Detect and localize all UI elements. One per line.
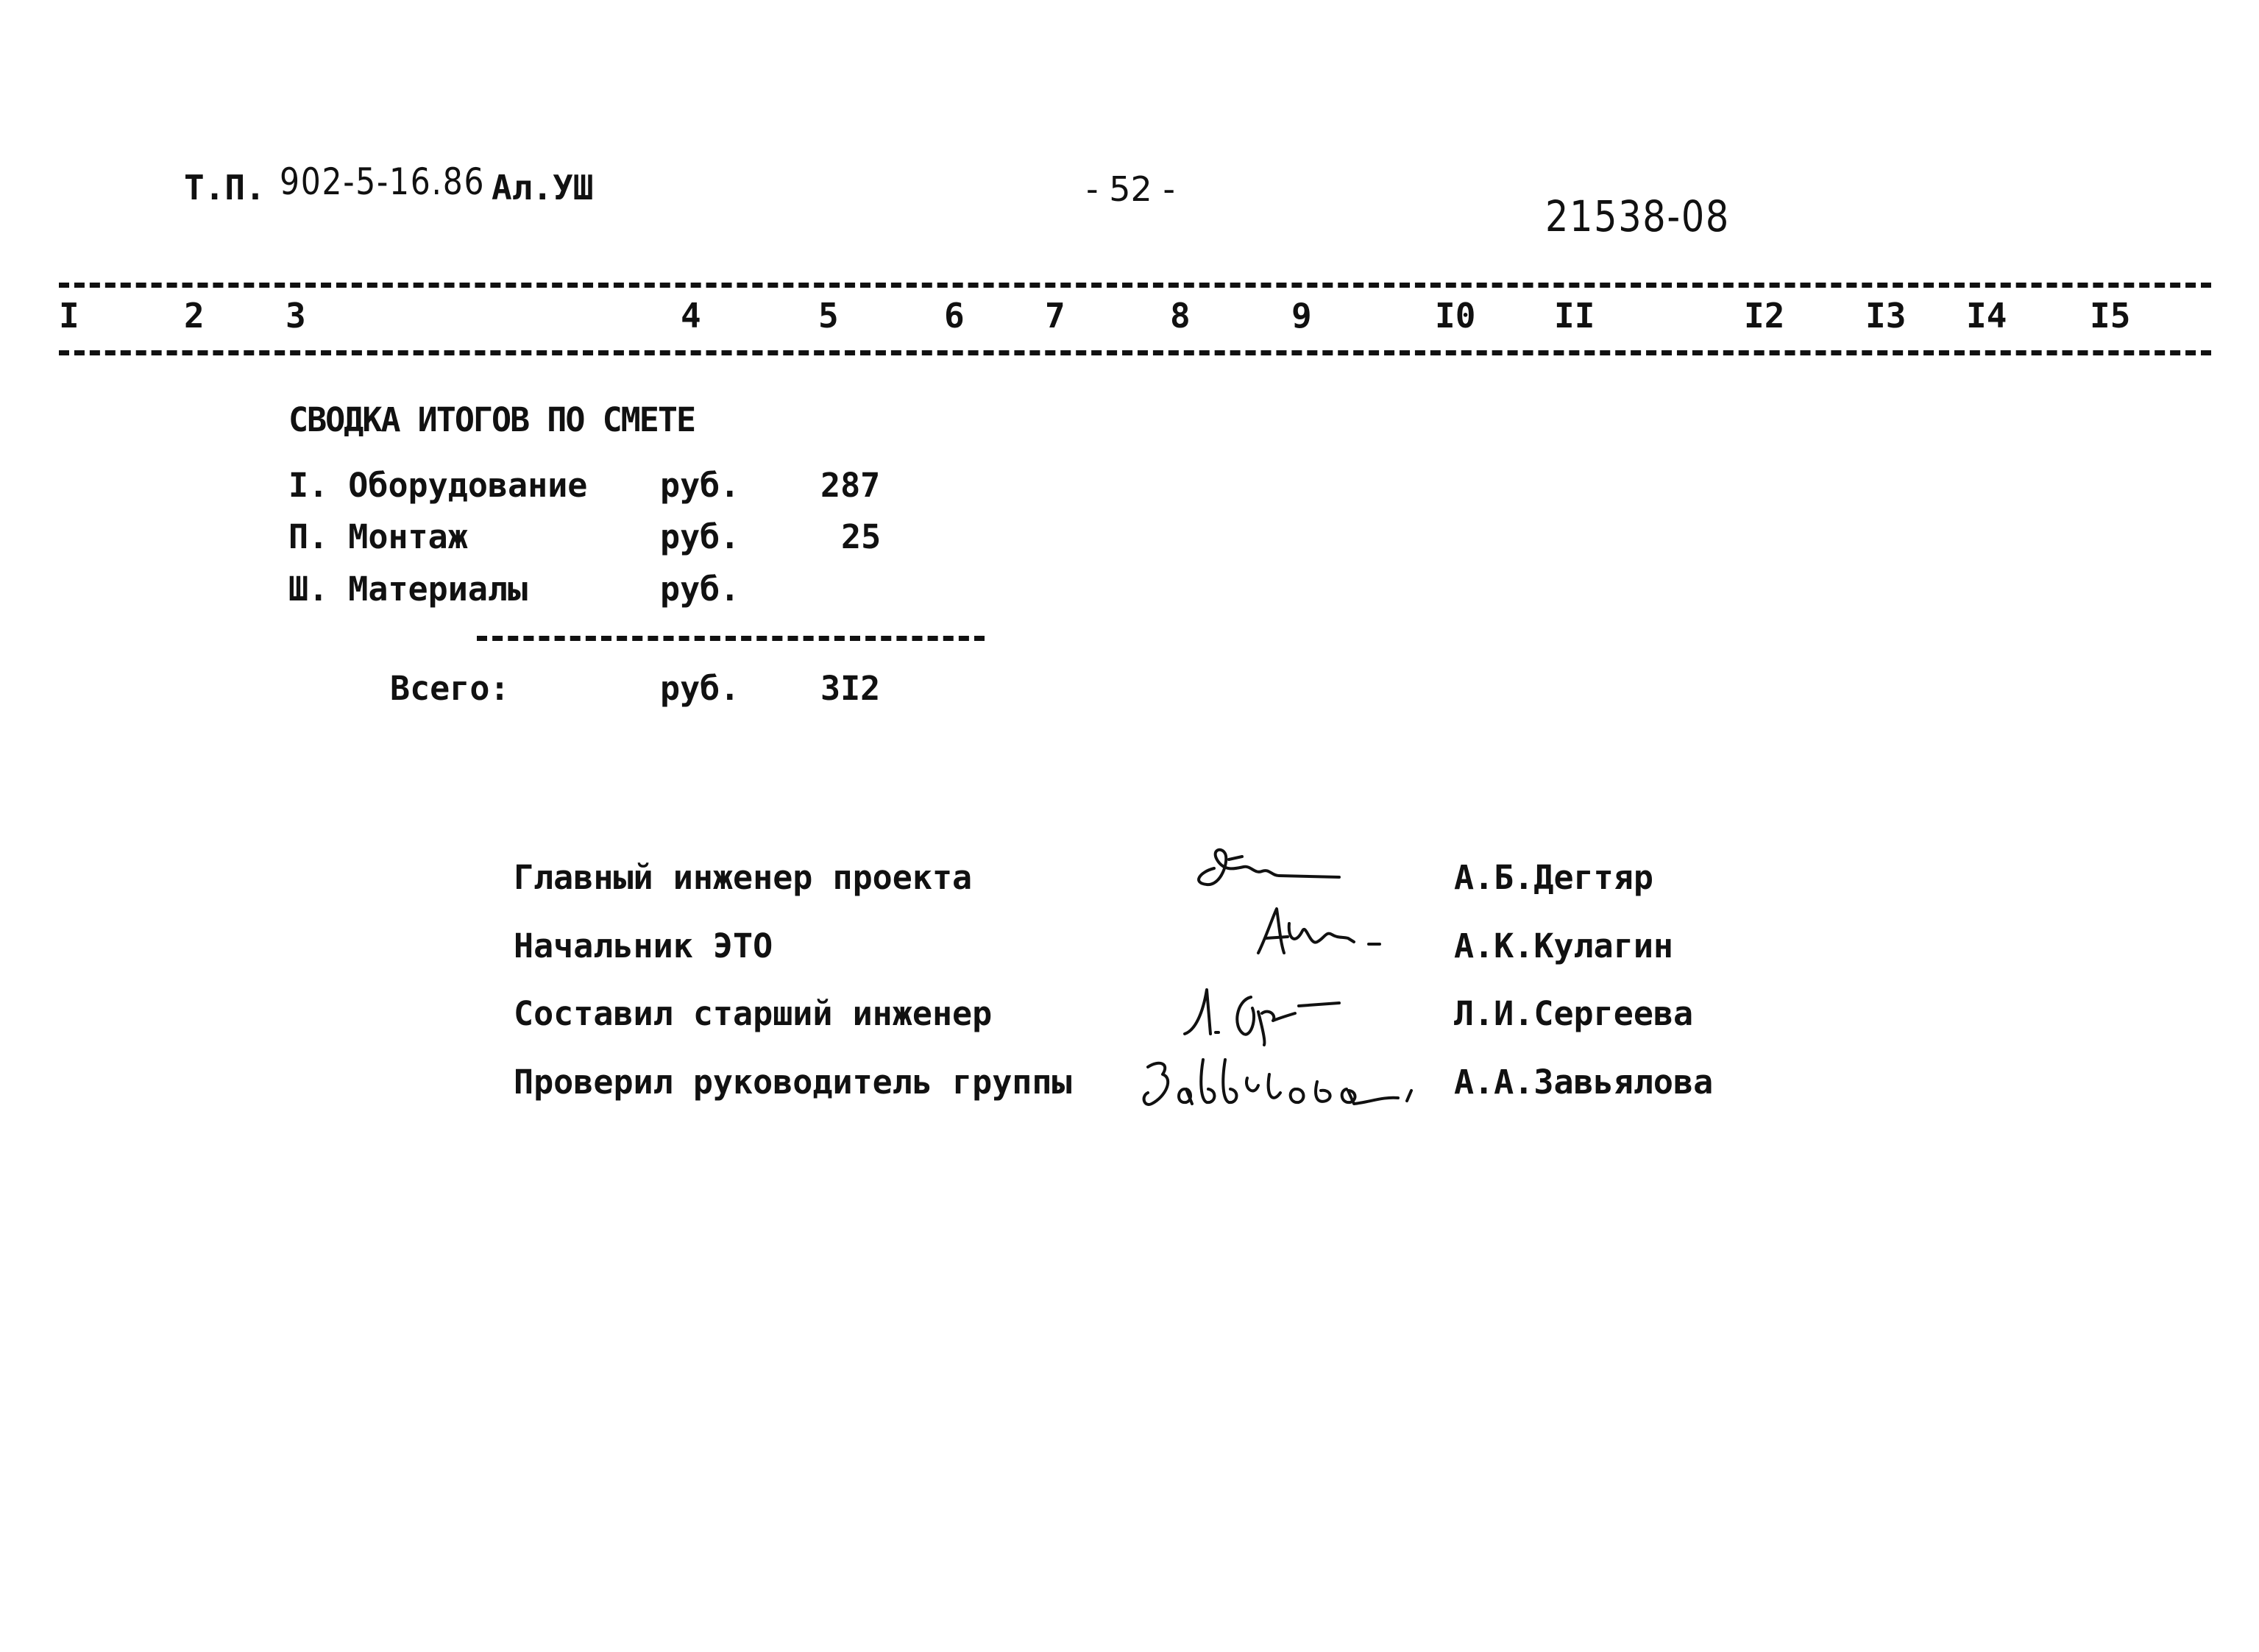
- column-number: 4: [681, 296, 701, 336]
- signatory-name: А.К.Кулагин: [1454, 926, 1674, 965]
- column-number: 3: [286, 296, 306, 336]
- column-number: 7: [1045, 296, 1065, 336]
- total-value: 3I2: [820, 669, 881, 708]
- column-number: 8: [1170, 296, 1191, 336]
- handwritten-signature: [1185, 839, 1354, 898]
- handwritten-signature: [1170, 968, 1354, 1049]
- signature-role: Проверил руководитель группы: [514, 1063, 1072, 1102]
- column-number: I2: [1744, 296, 1785, 336]
- signatory-name: Л.И.Сергеева: [1454, 994, 1694, 1033]
- signature-role: Составил старший инженер: [514, 994, 993, 1033]
- handwritten-signature: [1133, 1045, 1428, 1126]
- summary-item-label: Ш. Материалы: [288, 570, 528, 609]
- summary-item-unit: руб.: [660, 570, 740, 609]
- signatory-name: А.Б.Дегтяр: [1454, 858, 1653, 897]
- column-strip-bottom-rule: [59, 350, 2211, 355]
- total-unit: руб.: [660, 669, 740, 708]
- column-number: I3: [1865, 296, 1907, 336]
- column-number: 9: [1291, 296, 1312, 336]
- signature-role: Главный инженер проекта: [514, 858, 973, 897]
- summary-item-value: 25: [841, 517, 882, 556]
- summary-item-label: I. Оборудование: [288, 466, 588, 505]
- archive-number: 21538-08: [1545, 191, 1730, 241]
- column-strip-top-rule: [59, 283, 2211, 288]
- page-number: - 52 -: [1086, 169, 1175, 209]
- column-number: I: [59, 296, 79, 336]
- column-number: 6: [944, 296, 965, 336]
- column-number: 2: [184, 296, 205, 336]
- summary-item-unit: руб.: [660, 517, 740, 556]
- column-number: II: [1554, 296, 1595, 336]
- summary-title: СВОДКА ИТОГОВ ПО СМЕТЕ: [288, 400, 695, 439]
- summary-item-label: П. Монтаж: [288, 517, 468, 556]
- total-separator-rule: [477, 636, 985, 641]
- column-number: 5: [818, 296, 839, 336]
- doc-prefix: Т.П.: [184, 168, 266, 208]
- total-label: Всего:: [390, 669, 510, 708]
- doc-number: 902-5-16.86: [280, 160, 486, 203]
- column-number: I0: [1435, 296, 1476, 336]
- summary-item-value: 287: [820, 466, 881, 505]
- signatory-name: А.А.Завьялова: [1454, 1063, 1714, 1102]
- album-label: Ал.УШ: [492, 168, 594, 208]
- summary-item-unit: руб.: [660, 466, 740, 505]
- signature-role: Начальник ЭТО: [514, 926, 773, 965]
- column-number: I4: [1966, 296, 2007, 336]
- column-number: I5: [2090, 296, 2131, 336]
- handwritten-signature: [1244, 901, 1391, 968]
